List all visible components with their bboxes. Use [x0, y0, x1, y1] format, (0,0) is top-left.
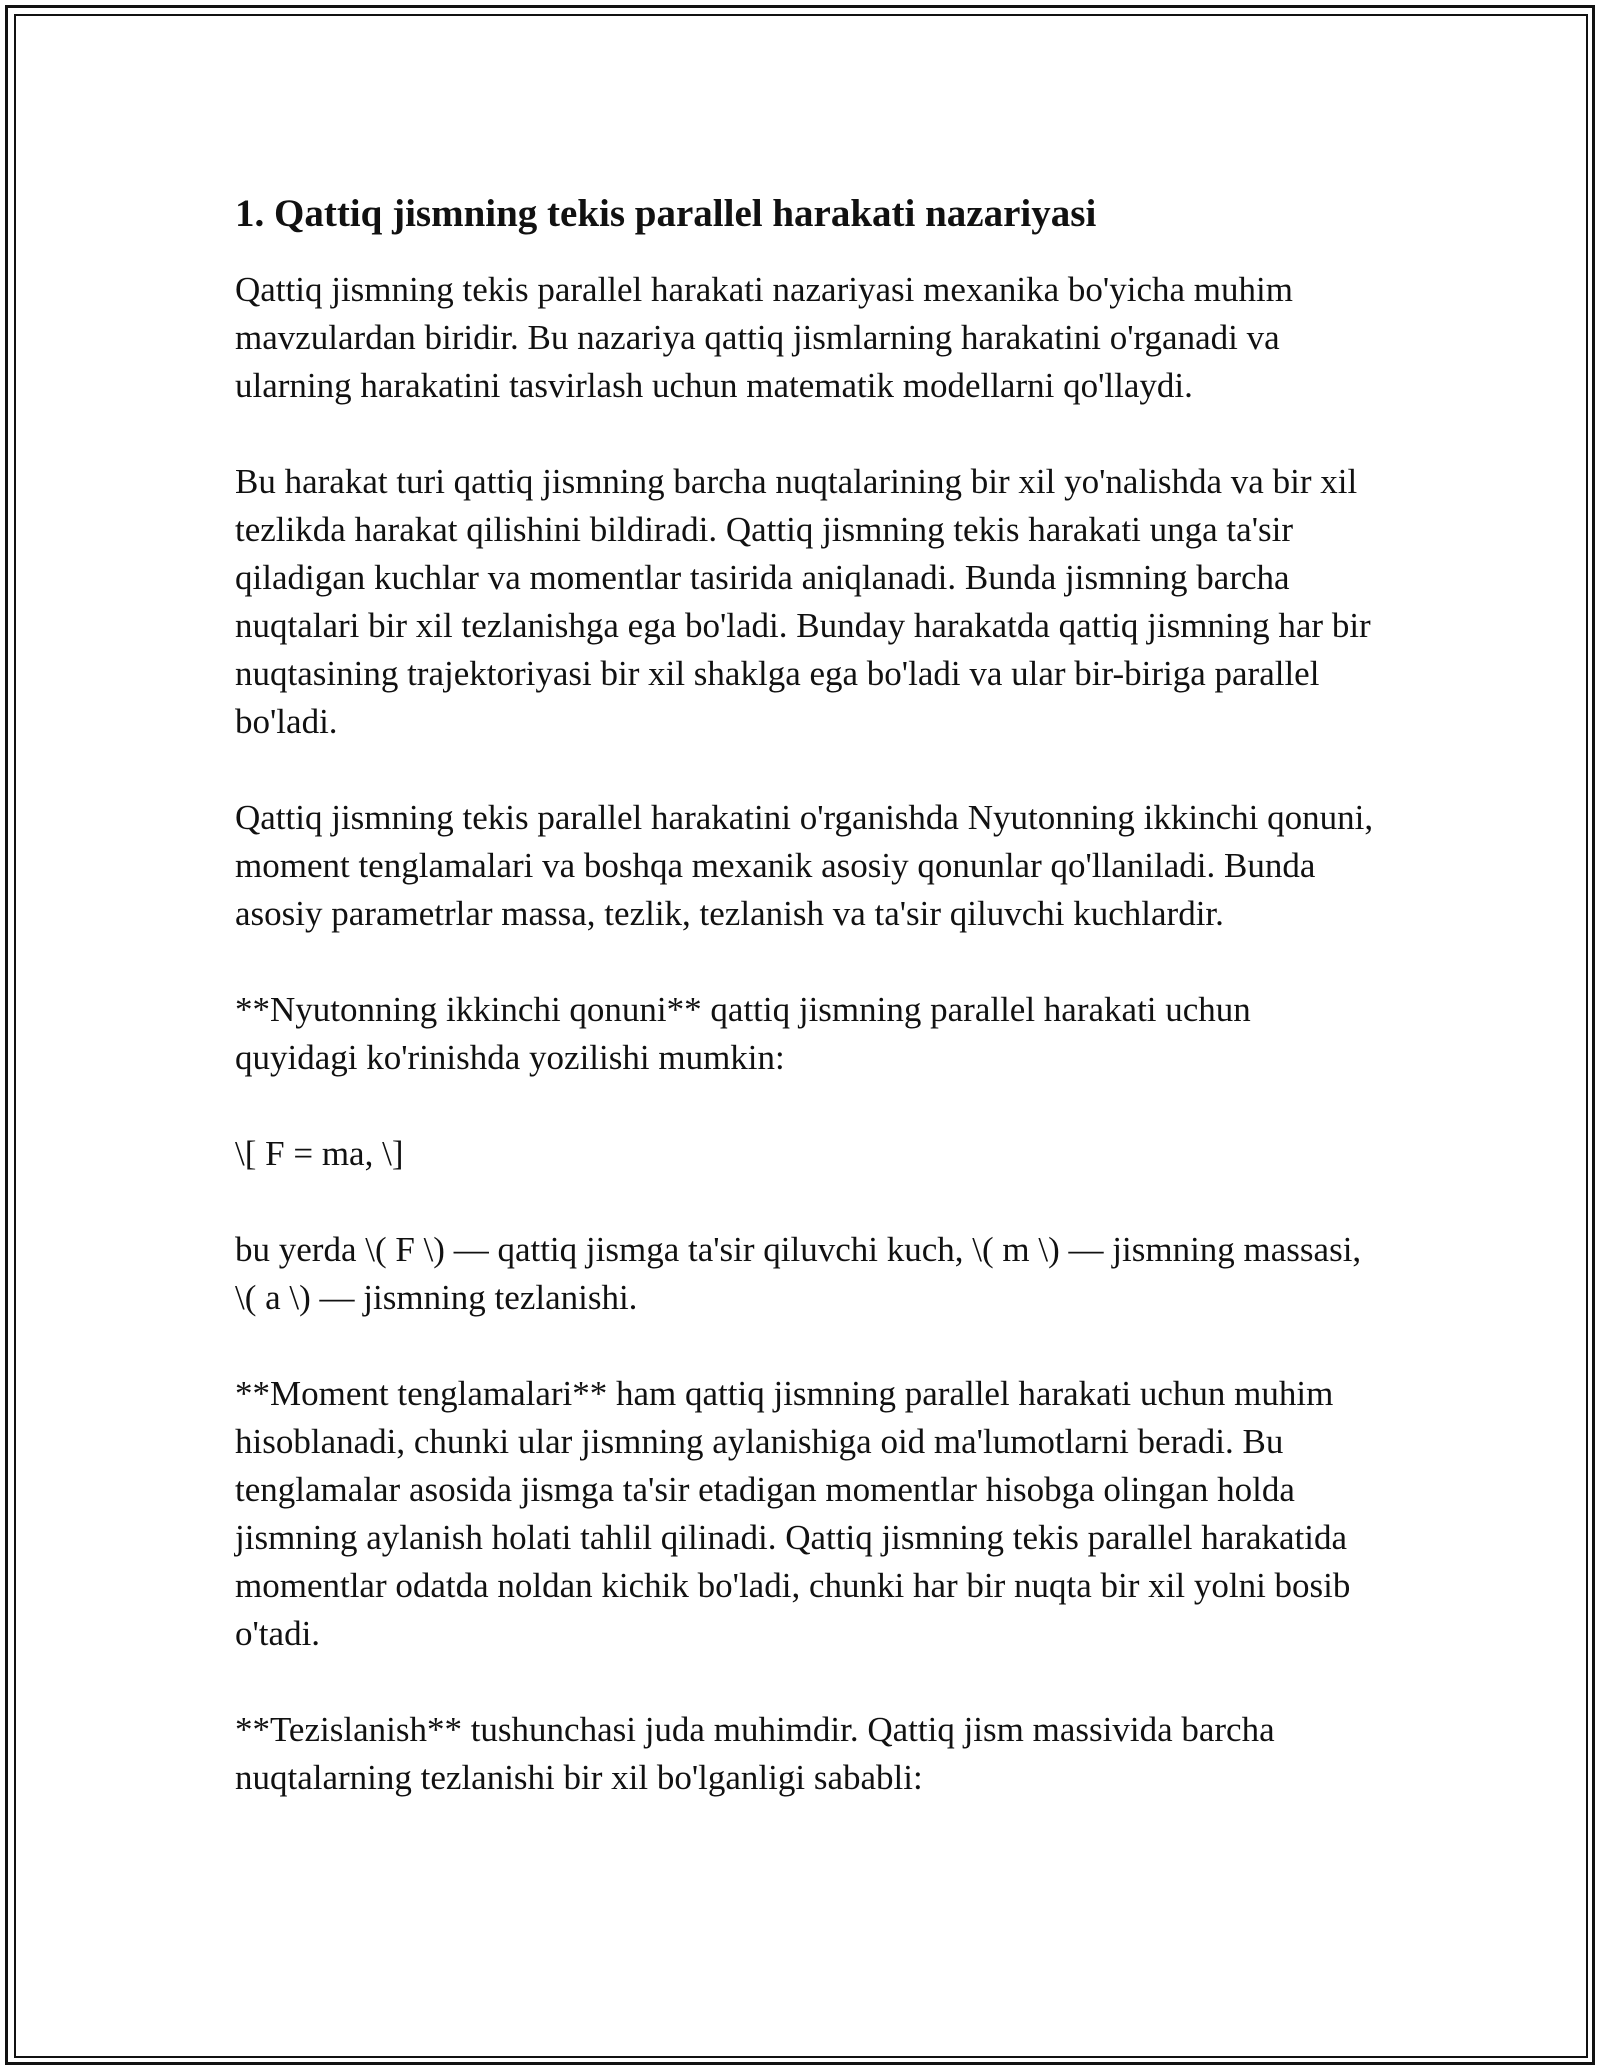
paragraph-laws: Qattiq jismning tekis parallel harakatini o'rganishda Nyutonning ikkinchi qonuni, moment tenglamalari va boshqa mexanik asosiy qonunlar qo'llaniladi. Bunda asosiy parametrlar massa, tezlik, tezlanish va ta'sir qiluvchi kuchlardir. — [235, 798, 1374, 933]
paragraph-moment-equations: **Moment tenglamalari** ham qattiq jismning parallel harakati uchun muhim hisoblanadi, chunki ular jismning aylanishiga oid ma'lumotlarni beradi. Bu tenglamalar asosida jismga ta'sir etadigan momentlar hisobga olingan holda jismning aylanish holati tahlil qilinadi. Qattiq jismning tekis parallel harakatida momentlar odatda noldan kichik bo'ladi, chunki har bir nuqta bir xil yolni bosib o'tadi. — [235, 1374, 1351, 1653]
document-page — [235, 186, 1375, 1850]
paragraph-acceleration: **Tezislanish** tushunchasi juda muhimdir. Qattiq jism massivida barcha nuqtalarning tezlanishi bir xil bo'lganligi sababli: — [235, 1710, 1275, 1797]
paragraph-intro: Qattiq jismning tekis parallel harakati nazariyasi mexanika bo'yicha muhim mavzulardan biridir. Bu nazariya qattiq jismlarning harakatini o'rganadi va ularning harakatini tasvirlash uchun matematik modellarni qo'llaydi. — [235, 270, 1293, 405]
formula-newton: \[ F = ma, \] — [235, 1134, 404, 1173]
paragraph-newton-law: **Nyutonning ikkinchi qonuni** qattiq jismning parallel harakati uchun quyidagi ko'rinishda yozilishi mumkin: — [235, 990, 1251, 1077]
section-heading: 1. Qattiq jismning tekis parallel harakati nazariyasi — [235, 192, 1097, 235]
paragraph-formula-legend: bu yerda \( F \) — qattiq jismga ta'sir qiluvchi kuch, \( m \) — jismning massasi, \( a \) — jismning tezlanishi. — [235, 1230, 1362, 1317]
paragraph-motion-type: Bu harakat turi qattiq jismning barcha nuqtalarining bir xil yo'nalishda va bir xil tezlikda harakat qilishini bildiradi. Qattiq jismning tekis harakati unga ta'sir qiladigan kuchlar va momentlar tasirida aniqlanadi. Bunda jismning barcha nuqtalari bir xil tezlanishga ega bo'ladi. Bunday harakatda qattiq jismning har bir nuqtasining trajektoriyasi bir xil shaklga ega bo'ladi va ular bir-biriga parallel bo'ladi. — [235, 462, 1371, 741]
